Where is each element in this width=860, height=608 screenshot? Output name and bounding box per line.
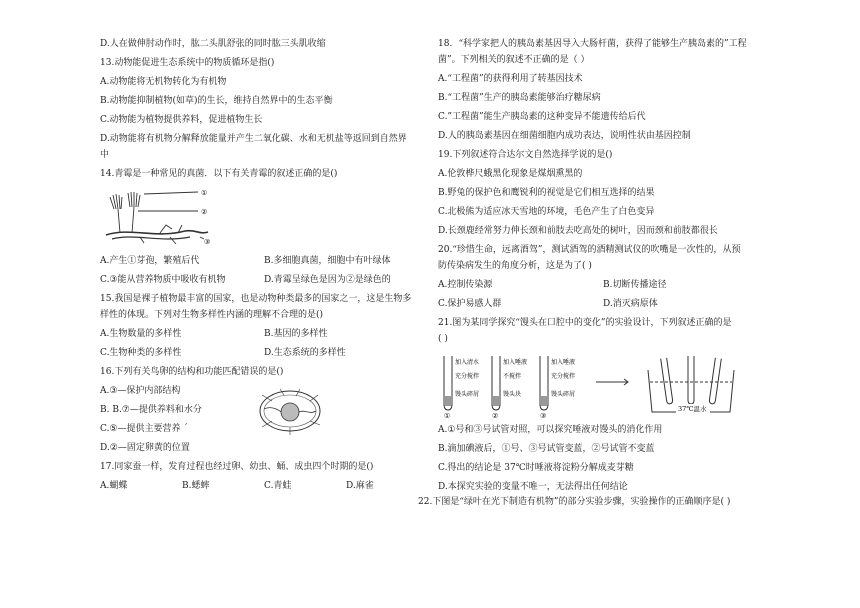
q14-options-cd (100, 274, 428, 286)
tube1-label-3: 馒头碎屑 (455, 391, 480, 398)
q17-option-d: D.麻雀 (346, 481, 374, 491)
tube3-label-3: 馒头碎屑 (551, 391, 576, 398)
q13-option-d-cont: 中 (100, 150, 110, 160)
q17-options (100, 480, 428, 492)
q15-option-d: D.生态系统的多样性 (264, 348, 346, 358)
question-13: 13.动物能促进生态系统中的物质循环是指() (100, 58, 275, 68)
q18-option-b: B.“工程菌”生产的胰岛素能够治疗糖尿病 (438, 93, 601, 103)
q19-option-b: B.野兔的保护色和鹰锐利的视觉是它们相互选择的结果 (438, 188, 655, 198)
question-15-cont: 样性的体现。下列对生物多样性内涵的理解不合理的是() (100, 310, 324, 320)
q17-option-a: A.蝴蝶 (100, 481, 128, 491)
question-14: 14.青霉是一种常见的真菌．以下有关青霉的叙述正确的是() (100, 169, 338, 179)
q16-option-d: D.②—固定卵黄的位置 (100, 443, 190, 453)
question-18-cont: 菌”。下列相关的叙述不正确的是（ ） (438, 55, 590, 65)
bird-egg-diagram (250, 385, 330, 437)
q21-option-b: B.滴加碘液后，①号、③号试管变蓝，②号试管不变蓝 (438, 444, 655, 454)
tube1-label-2: 充分搅拌 (455, 373, 480, 380)
question-19: 19.下列叙述符合达尔文自然选择学说的是() (438, 150, 613, 160)
q20-option-b: B.切断传播途径 (603, 280, 667, 290)
question-21-cont: ( ) (438, 334, 448, 344)
saliva-experiment-diagram (438, 352, 768, 418)
q17-option-c: C.青蛙 (264, 481, 292, 491)
q20-options-ab (438, 279, 768, 291)
tube-number-2: ② (492, 412, 499, 418)
q12-option-d: D.人在做伸肘动作时，肱二头肌舒张的同时肱三头肌收缩 (100, 39, 326, 49)
q16-option-a: A.③—保护内部结构 (100, 386, 181, 396)
q14-options-ab (100, 255, 428, 267)
q18-option-d: D.人的胰岛素基因在细菌细胞内成功表达，说明性状由基因控制 (438, 131, 691, 141)
q13-option-c: C.动物能为植物提供养料，促进植物生长 (100, 115, 263, 125)
q14-option-a: A.产生①芽孢，繁殖后代 (100, 256, 200, 266)
fig-label-2: ② (201, 208, 208, 216)
q21-option-c: C.得出的结论是 37℃时唾液将淀粉分解成麦芽糖 (438, 463, 634, 473)
fig-label-1: ① (201, 189, 208, 197)
q21-option-d: D.本探究实验的变量不唯一，无法得出任何结论 (438, 482, 628, 492)
tube3-label-2: 充分搅拌 (551, 373, 576, 380)
q15-option-c: C.生物种类的多样性 (100, 348, 182, 358)
q13-option-b: B.动物能抑制植物(如草)的生长，维持自然界中的生态平衡 (100, 96, 333, 106)
q18-option-c: C.”工程菌”能生产胰岛素的这种变异不能遗传给后代 (438, 112, 646, 122)
q15-option-a: A.生物数量的多样性 (100, 329, 182, 339)
question-20-cont: 防传染病发生的角度分析，这是为了( ) (438, 261, 592, 271)
q15-options-ab (100, 328, 428, 340)
q16-option-c: C.⑤—提供主要营养 ˊ (100, 424, 188, 434)
q13-option-a: A.动物能将无机物转化为有机物 (100, 77, 227, 87)
tube-number-1: ① (444, 412, 451, 418)
q14-option-d: D.青霉呈绿色是因为②是绿色的 (264, 275, 391, 285)
q19-option-a: A.伦敦桦尺蛾黑化现象是煤烟熏黑的 (438, 169, 583, 179)
question-22: 22.下图是“绿叶在光下制造有机物”的部分实验步骤，实验操作的正确顺序是( ) (418, 497, 731, 507)
q20-options-cd (438, 298, 768, 310)
tube2-label-1: 加入唾液 (503, 359, 528, 366)
q21-option-a: A.①号和③号试管对照，可以探究唾液对馒头的消化作用 (438, 425, 663, 435)
question-21: 21.图为某同学探究“馒头在口腔中的变化”的实验设计，下列叙述正确的是 (438, 318, 732, 328)
q19-option-c: C.北极熊为适应冰天雪地的环境，毛色产生了白色变异 (438, 207, 655, 217)
penicillium-diagram (100, 187, 220, 249)
question-16: 16.下列有关鸟卵的结构和功能匹配错误的是() (100, 367, 284, 377)
left-column (100, 38, 428, 499)
fig-label-3: ③ (204, 238, 211, 246)
q20-option-d: D.消灭病原体 (603, 299, 658, 309)
q13-option-d: D.动物能将有机物分解释放能量并产生二氧化碳、水和无机盐等返回到自然界 (100, 134, 407, 144)
question-15: 15.我国是裸子植物最丰富的国家，也是动物种类最多的国家之一，这是生物多 (100, 294, 412, 304)
tube-number-3: ③ (540, 412, 547, 418)
tube2-label-2: 不搅拌 (503, 373, 522, 380)
q14-option-b: B.多细胞真菌，细胞中有叶绿体 (264, 256, 391, 266)
q21-figure (438, 352, 768, 418)
q14-option-c: C.③能从营养物质中吸收有机物 (100, 275, 226, 285)
q15-option-b: B.基因的多样性 (264, 329, 328, 339)
q16-block (100, 385, 428, 461)
q19-option-d: D.长颈鹿经常努力伸长颈和前肢去吃高处的树叶，因而颈和前肢都很长 (438, 226, 718, 236)
q17-option-b: B.蟋蟀 (182, 481, 210, 491)
q20-option-c: C.保护易感人群 (438, 299, 502, 309)
q18-option-a: A.“工程菌”的获得利用了转基因技术 (438, 74, 583, 84)
question-18: 18．“科学家把人的胰岛素基因导入大肠杆菌，获得了能够生产胰岛素的”工程 (438, 39, 747, 49)
tube2-label-3: 馒头块 (503, 391, 522, 398)
tube1-label-1: 加入清水 (455, 359, 480, 366)
water-bath-label: 37℃温水 (678, 405, 707, 413)
q20-option-a: A.控制传染源 (438, 280, 493, 290)
q16-option-b: B. B.⑦—提供养料和水分 (100, 405, 202, 415)
question-20: 20.“珍惜生命，远离酒驾”，测试酒驾的酒精测试仪的吹嘴是一次性的，从预 (438, 245, 741, 255)
q15-options-cd (100, 347, 428, 359)
question-17: 17.同家蚕一样，发育过程也经过卵、幼虫、蛹、成虫四个时期的是() (100, 462, 374, 472)
penicillium-figure (100, 187, 428, 249)
tube3-label-1: 加入唾液 (551, 359, 576, 366)
right-column (418, 38, 768, 515)
